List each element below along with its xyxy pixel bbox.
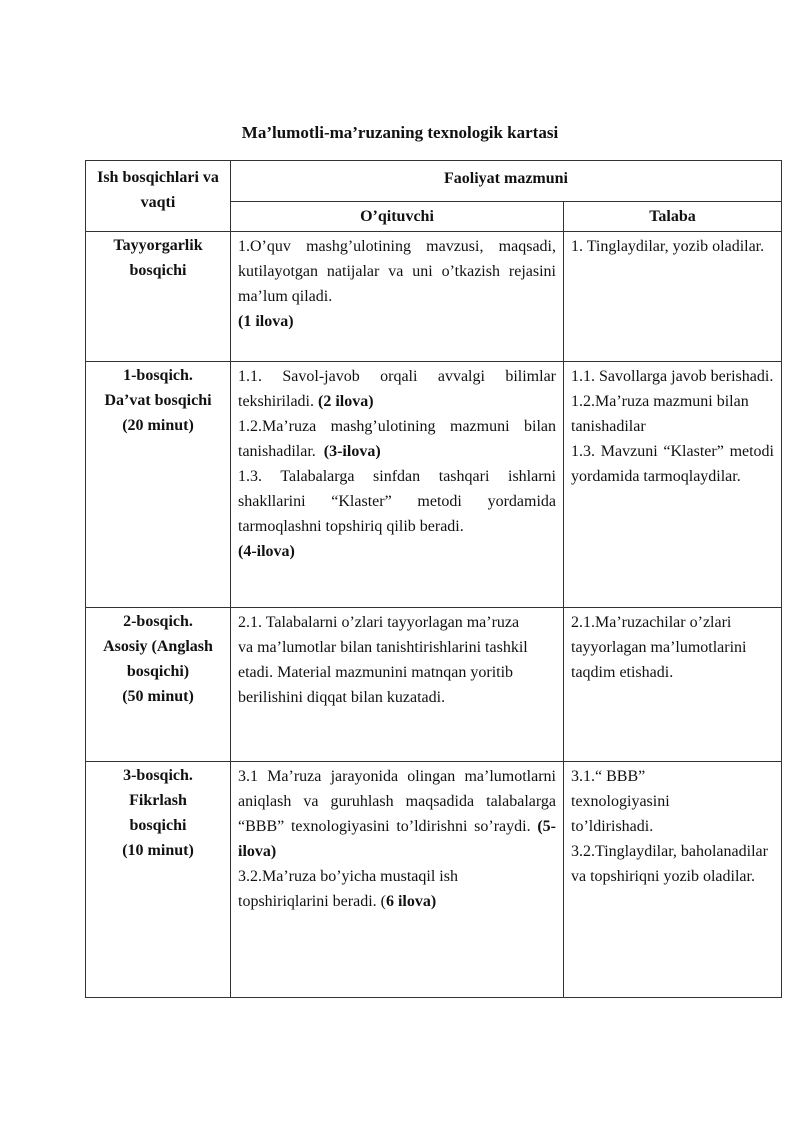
table-row [86,608,782,762]
teacher-text: 1.O’quv mashg’ulotining mavzusi, maqsadi, kutilayotgan natijalar va uni o’tkazish rejasini ma’lum qiladi. [238,238,556,305]
stage-cell [86,362,231,608]
teacher-cell [231,608,564,762]
student-cell [564,762,782,998]
header-stage-label: Ish bosqichlari va vaqti [97,169,219,211]
teacher-cell [231,762,564,998]
header-stage-cell [86,161,231,232]
teacher-item-text: 1.2.Ma’ruza mashg’ulotining mazmuni bilan tanishadilar. [238,418,556,460]
student-text: 1. Tinglaydilar, yozib oladilar. [571,238,765,255]
stage-label: Tayyorgarlik bosqichi [113,237,203,279]
stage-name: 2-bosqich. [123,613,193,630]
technology-map-table [85,160,782,998]
teacher-item [238,764,556,864]
stage-name: 1-bosqich. [123,367,193,384]
table-row [86,232,782,362]
stage-cell [86,232,231,362]
teacher-item-text: 1.3. Talabalarga sinfdan tashqari ishlarni shakllarini “Klaster” metodi yordamida tarmoqlashni topshiriq qilib beradi. [238,468,556,535]
teacher-item [238,464,556,539]
table-row [86,762,782,998]
teacher-item-ref: (2 ilova) [317,393,374,410]
student-item: 1.1. Savollarga javob berishadi. [571,368,774,385]
stage-cell [86,762,231,998]
student-item: 3.1.“ BBB” texnologiyasini to’ldirishadi. [571,768,670,835]
stage-time: (50 minut) [122,688,194,705]
stage-time: (20 minut) [122,417,194,434]
student-cell [564,608,782,762]
header-activity-label: Faoliyat mazmuni [444,170,568,187]
header-student-label: Talaba [649,208,696,225]
header-teacher-label: O’qituvchi [360,208,434,225]
student-item: 3.2.Tinglaydilar, baholanadilar va topshiriqni yozib oladilar. [571,843,768,885]
teacher-item-text: 3.2.Ma’ruza bo’yicha mustaqil ish topshiriqlarini beradi. ( [238,868,458,910]
table-row [86,362,782,608]
stage-title: Da’vat bosqichi [104,392,212,409]
teacher-item [238,364,556,414]
stage-title: Asosiy (Anglash bosqichi) [103,638,213,680]
teacher-item-ref: (3-ilova) [323,443,381,460]
teacher-item-ref: (5-ilova) [238,818,556,860]
stage-title: Fikrlash bosqichi [129,792,187,834]
stage-name: 3-bosqich. [123,767,193,784]
teacher-item-ref: (4-ilova) [238,543,295,560]
header-student-cell [564,202,782,232]
student-item: 1.2.Ma’ruza mazmuni bilan tanishadilar [571,393,749,435]
teacher-text: 2.1. Talabalarni o’zlari tayyorlagan ma’ruza va ma’lumotlar bilan tanishtirishlarini tashkil etadi. Material mazmunini matnqan yoritib berilishini diqqat bilan kuzatadi. [238,614,528,706]
teacher-item [238,414,556,464]
header-activity-cell [231,161,782,202]
teacher-item-end: ) [430,893,437,910]
teacher-cell [231,232,564,362]
teacher-ref: (1 ilova) [238,313,294,330]
student-cell [564,232,782,362]
teacher-cell [231,362,564,608]
teacher-item-text: 1.1. Savol-javob orqali avvalgi bilimlar tekshiriladi. [238,368,556,410]
stage-cell [86,608,231,762]
header-teacher-cell [231,202,564,232]
student-cell [564,362,782,608]
stage-time: (10 minut) [122,842,194,859]
teacher-item-text: 3.1 Ma’ruza jarayonida olingan ma’lumotlarni aniqlash va guruhlash maqsadida talabalarga “BBB” texnologiyasini to’ldirishni so’raydi. [238,768,556,835]
teacher-item [238,864,556,914]
document-title: Ma’lumotli-ma’ruzaning texnologik kartasi [241,123,559,142]
student-item: 1.3. Mavzuni “Klaster” metodi yordamida tarmoqlaydilar. [571,443,774,485]
teacher-item-ref: 6 ilova [385,893,431,910]
student-text: 2.1.Ma’ruzachilar o’zlari tayyorlagan ma’lumotlarini taqdim etishadi. [571,614,747,681]
